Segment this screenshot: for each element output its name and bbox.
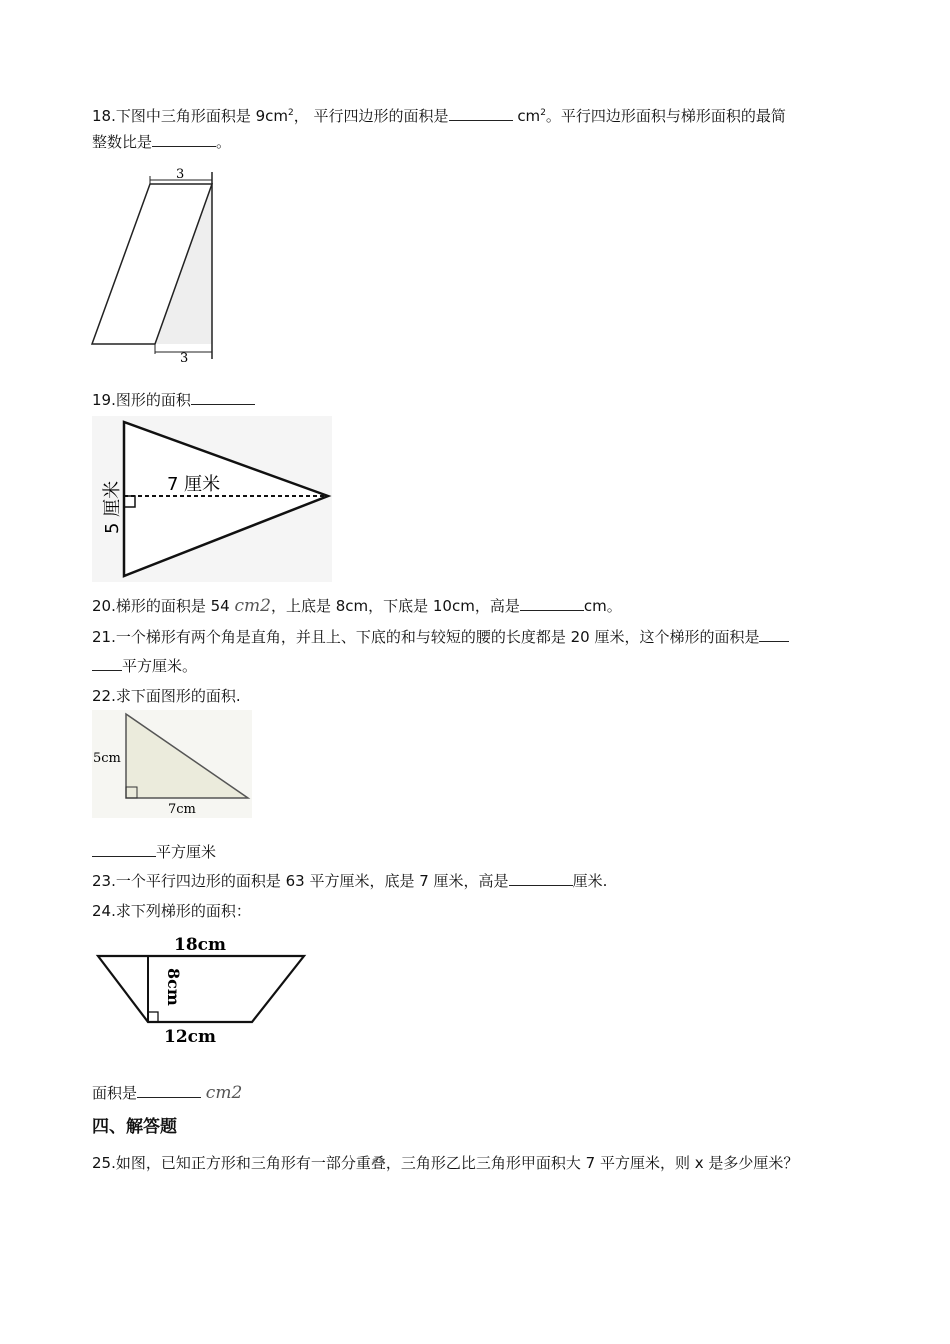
question-18-line-1 xyxy=(92,103,786,126)
q18-text-c: cm xyxy=(512,107,541,125)
answer-blank-24[interactable] xyxy=(137,1083,201,1098)
label-5cm: 5cm xyxy=(93,751,121,766)
question-25-line xyxy=(92,1153,798,1173)
label-12cm: 12cm xyxy=(164,1027,216,1047)
q22-answer-unit: 平方厘米 xyxy=(156,843,217,861)
q20-text-c: cm。 xyxy=(583,597,622,615)
answer-blank-18a[interactable] xyxy=(449,106,513,121)
answer-blank-22[interactable] xyxy=(92,842,156,857)
q19-text: 19.图形的面积 xyxy=(92,391,191,409)
q20-text-b: ，上底是 8cm，下底是 10cm，高是 xyxy=(270,597,520,615)
question-23-line xyxy=(92,871,607,891)
q23-text-a: 23.一个平行四边形的面积是 63 平方厘米，底是 7 厘米，高是 xyxy=(92,872,509,890)
q22-text: 22.求下面图形的面积. xyxy=(92,687,241,705)
question-24-answer-line xyxy=(92,1083,242,1103)
q18-text-d: 。平行四边形面积与梯形面积的最简 xyxy=(545,107,786,125)
label-5cm: 5 厘米 xyxy=(102,480,123,534)
answer-blank-20[interactable] xyxy=(520,596,584,611)
figure-24-trapezoid xyxy=(92,932,312,1050)
q18-sup: 2 xyxy=(288,108,294,118)
question-21-line-1 xyxy=(92,627,789,647)
q18-sup-2: 2 xyxy=(540,108,546,118)
q24-text: 24.求下列梯形的面积： xyxy=(92,902,251,920)
question-21-line-2 xyxy=(92,656,197,676)
q18-text-a: 18.下图中三角形面积是 9cm xyxy=(92,107,289,125)
label-18cm: 18cm xyxy=(174,935,226,955)
q18-text-b: ， 平行四边形的面积是 xyxy=(293,107,449,125)
label-7cm: 7cm xyxy=(168,802,196,817)
question-22-answer-line xyxy=(92,842,216,862)
q21-text-2: 平方厘米。 xyxy=(122,657,198,675)
figure-18-parallelogram-trapezoid xyxy=(90,164,220,364)
answer-blank-23[interactable] xyxy=(509,871,573,886)
question-19-line xyxy=(92,390,255,410)
question-24-line xyxy=(92,901,251,921)
answer-blank-21b[interactable] xyxy=(92,656,122,671)
answer-blank-21a[interactable] xyxy=(759,627,789,642)
label-top-3: 3 xyxy=(176,167,185,182)
q24-unit: cm2 xyxy=(205,1083,243,1103)
section-4-heading: 四、解答题 xyxy=(92,1117,177,1137)
answer-blank-18b[interactable] xyxy=(152,132,216,147)
q18-text-e: 整数比是 xyxy=(92,133,153,151)
q24-answer-prefix: 面积是 xyxy=(92,1084,138,1102)
figure-22-right-triangle xyxy=(92,710,252,818)
q20-text-a: 20.梯形的面积是 54 xyxy=(92,597,235,615)
question-20-line xyxy=(92,596,622,616)
q23-text-b: 厘米. xyxy=(572,872,608,890)
q20-unit: cm2 xyxy=(234,596,271,616)
trapezoid-outline xyxy=(98,956,304,1022)
answer-blank-19[interactable] xyxy=(191,390,255,405)
question-22-line xyxy=(92,686,241,706)
question-18-line-2 xyxy=(92,132,231,152)
figure-19-triangle xyxy=(92,416,332,582)
label-bottom-3: 3 xyxy=(180,351,189,366)
q25-text: 25.如图，已知正方形和三角形有一部分重叠，三角形乙比三角形甲面积大 7 平方厘米，则 x 是多少厘米？ xyxy=(92,1154,799,1172)
label-7cm: 7 厘米 xyxy=(167,474,221,495)
q18-text-f: 。 xyxy=(216,133,232,151)
label-8cm: 8cm xyxy=(164,968,183,1006)
q21-text: 21.一个梯形有两个角是直角，并且上、下底的和与较短的腰的长度都是 20 厘米，这个梯形的面积是 xyxy=(92,628,760,646)
